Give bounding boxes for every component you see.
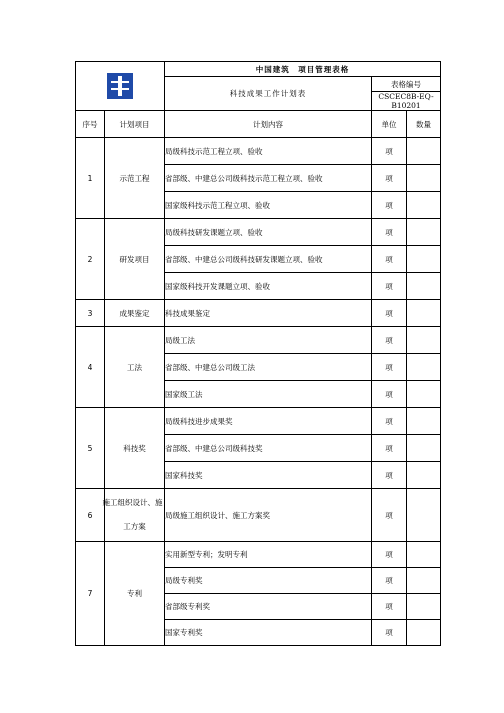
item-qty[interactable] — [407, 165, 441, 192]
group-project: 科技奖 — [105, 408, 165, 489]
item-qty[interactable] — [407, 354, 441, 381]
column-header-row — [76, 111, 441, 138]
item-content: 科技成果鉴定 — [165, 300, 372, 327]
group-project: 成果鉴定 — [105, 300, 165, 327]
item-content: 局级专利奖 — [165, 568, 372, 594]
item-unit: 项 — [372, 594, 407, 620]
group-project: 工法 — [105, 327, 165, 408]
item-content: 局级施工组织设计、施工方案奖 — [165, 489, 372, 542]
table-row — [76, 542, 441, 568]
group-no: 2 — [76, 219, 105, 300]
item-qty[interactable] — [407, 435, 441, 462]
item-content: 省部级、中建总公司级科技示范工程立项、验收 — [165, 165, 372, 192]
item-content: 国家科技奖 — [165, 462, 372, 489]
form-no-label: 表格编号 — [372, 77, 441, 92]
table-row — [76, 408, 441, 435]
item-unit: 项 — [372, 219, 407, 246]
item-qty[interactable] — [407, 408, 441, 435]
item-qty[interactable] — [407, 462, 441, 489]
item-unit: 项 — [372, 327, 407, 354]
table-row — [76, 219, 441, 246]
item-unit: 项 — [372, 542, 407, 568]
group-no: 1 — [76, 138, 105, 219]
item-qty[interactable] — [407, 327, 441, 354]
col-no: 序号 — [76, 111, 105, 138]
plan-table — [75, 61, 441, 646]
col-content: 计划内容 — [165, 111, 372, 138]
header-row-1 — [76, 62, 441, 77]
item-unit: 项 — [372, 300, 407, 327]
item-content: 局级工法 — [165, 327, 372, 354]
item-content: 省部级专利奖 — [165, 594, 372, 620]
group-no: 6 — [76, 489, 105, 542]
item-content: 国家级科技示范工程立项、验收 — [165, 192, 372, 219]
item-unit: 项 — [372, 381, 407, 408]
item-qty[interactable] — [407, 300, 441, 327]
item-qty[interactable] — [407, 594, 441, 620]
item-qty[interactable] — [407, 246, 441, 273]
table-row — [76, 327, 441, 354]
item-unit: 项 — [372, 489, 407, 542]
item-qty[interactable] — [407, 219, 441, 246]
item-qty[interactable] — [407, 192, 441, 219]
group-project-line: 施工组织设计、施 — [102, 498, 163, 507]
item-content: 局级科技进步成果奖 — [165, 408, 372, 435]
item-content: 国家专利奖 — [165, 620, 372, 646]
item-unit: 项 — [372, 408, 407, 435]
item-qty[interactable] — [407, 273, 441, 300]
cscec-logo-icon — [107, 73, 133, 99]
item-qty[interactable] — [407, 489, 441, 542]
col-qty: 数量 — [407, 111, 441, 138]
item-content: 省部级、中建总公司级科技研发课题立项、验收 — [165, 246, 372, 273]
group-project: 研发项目 — [105, 219, 165, 300]
col-unit: 单位 — [372, 111, 407, 138]
item-unit: 项 — [372, 192, 407, 219]
item-unit: 项 — [372, 165, 407, 192]
group-project-line: 工方案 — [123, 522, 146, 531]
item-qty[interactable] — [407, 542, 441, 568]
item-content: 国家级工法 — [165, 381, 372, 408]
group-no: 4 — [76, 327, 105, 408]
item-unit: 项 — [372, 462, 407, 489]
company-title: 中国建筑 项目管理表格 — [165, 62, 441, 77]
item-content: 局级科技示范工程立项、验收 — [165, 138, 372, 165]
item-content: 省部级、中建总公司级科技奖 — [165, 435, 372, 462]
col-project: 计划项目 — [105, 111, 165, 138]
table-row — [76, 300, 441, 327]
item-content: 实用新型专利；发明专利 — [165, 542, 372, 568]
item-content: 局级科技研发课题立项、验收 — [165, 219, 372, 246]
item-unit: 项 — [372, 435, 407, 462]
group-no: 5 — [76, 408, 105, 489]
group-no: 7 — [76, 542, 105, 646]
item-qty[interactable] — [407, 381, 441, 408]
group-project: 专利 — [105, 542, 165, 646]
group-project — [102, 489, 165, 542]
group-no: 3 — [76, 300, 105, 327]
form-sheet — [75, 61, 440, 646]
item-qty[interactable] — [407, 620, 441, 646]
item-qty[interactable] — [407, 568, 441, 594]
group-project: 示范工程 — [105, 138, 165, 219]
form-no: CSCEC8B-EQ-B10201 — [372, 92, 441, 111]
item-unit: 项 — [372, 246, 407, 273]
table-row — [76, 138, 441, 165]
item-unit: 项 — [372, 354, 407, 381]
table-row — [76, 489, 441, 542]
item-unit: 项 — [372, 273, 407, 300]
item-content: 国家级科技开发课题立项、验收 — [165, 273, 372, 300]
item-unit: 项 — [372, 568, 407, 594]
form-title: 科技成果工作计划表 — [165, 77, 372, 111]
item-qty[interactable] — [407, 138, 441, 165]
item-content: 省部级、中建总公司级工法 — [165, 354, 372, 381]
item-unit: 项 — [372, 138, 407, 165]
item-unit: 项 — [372, 620, 407, 646]
logo-cell — [76, 62, 165, 111]
